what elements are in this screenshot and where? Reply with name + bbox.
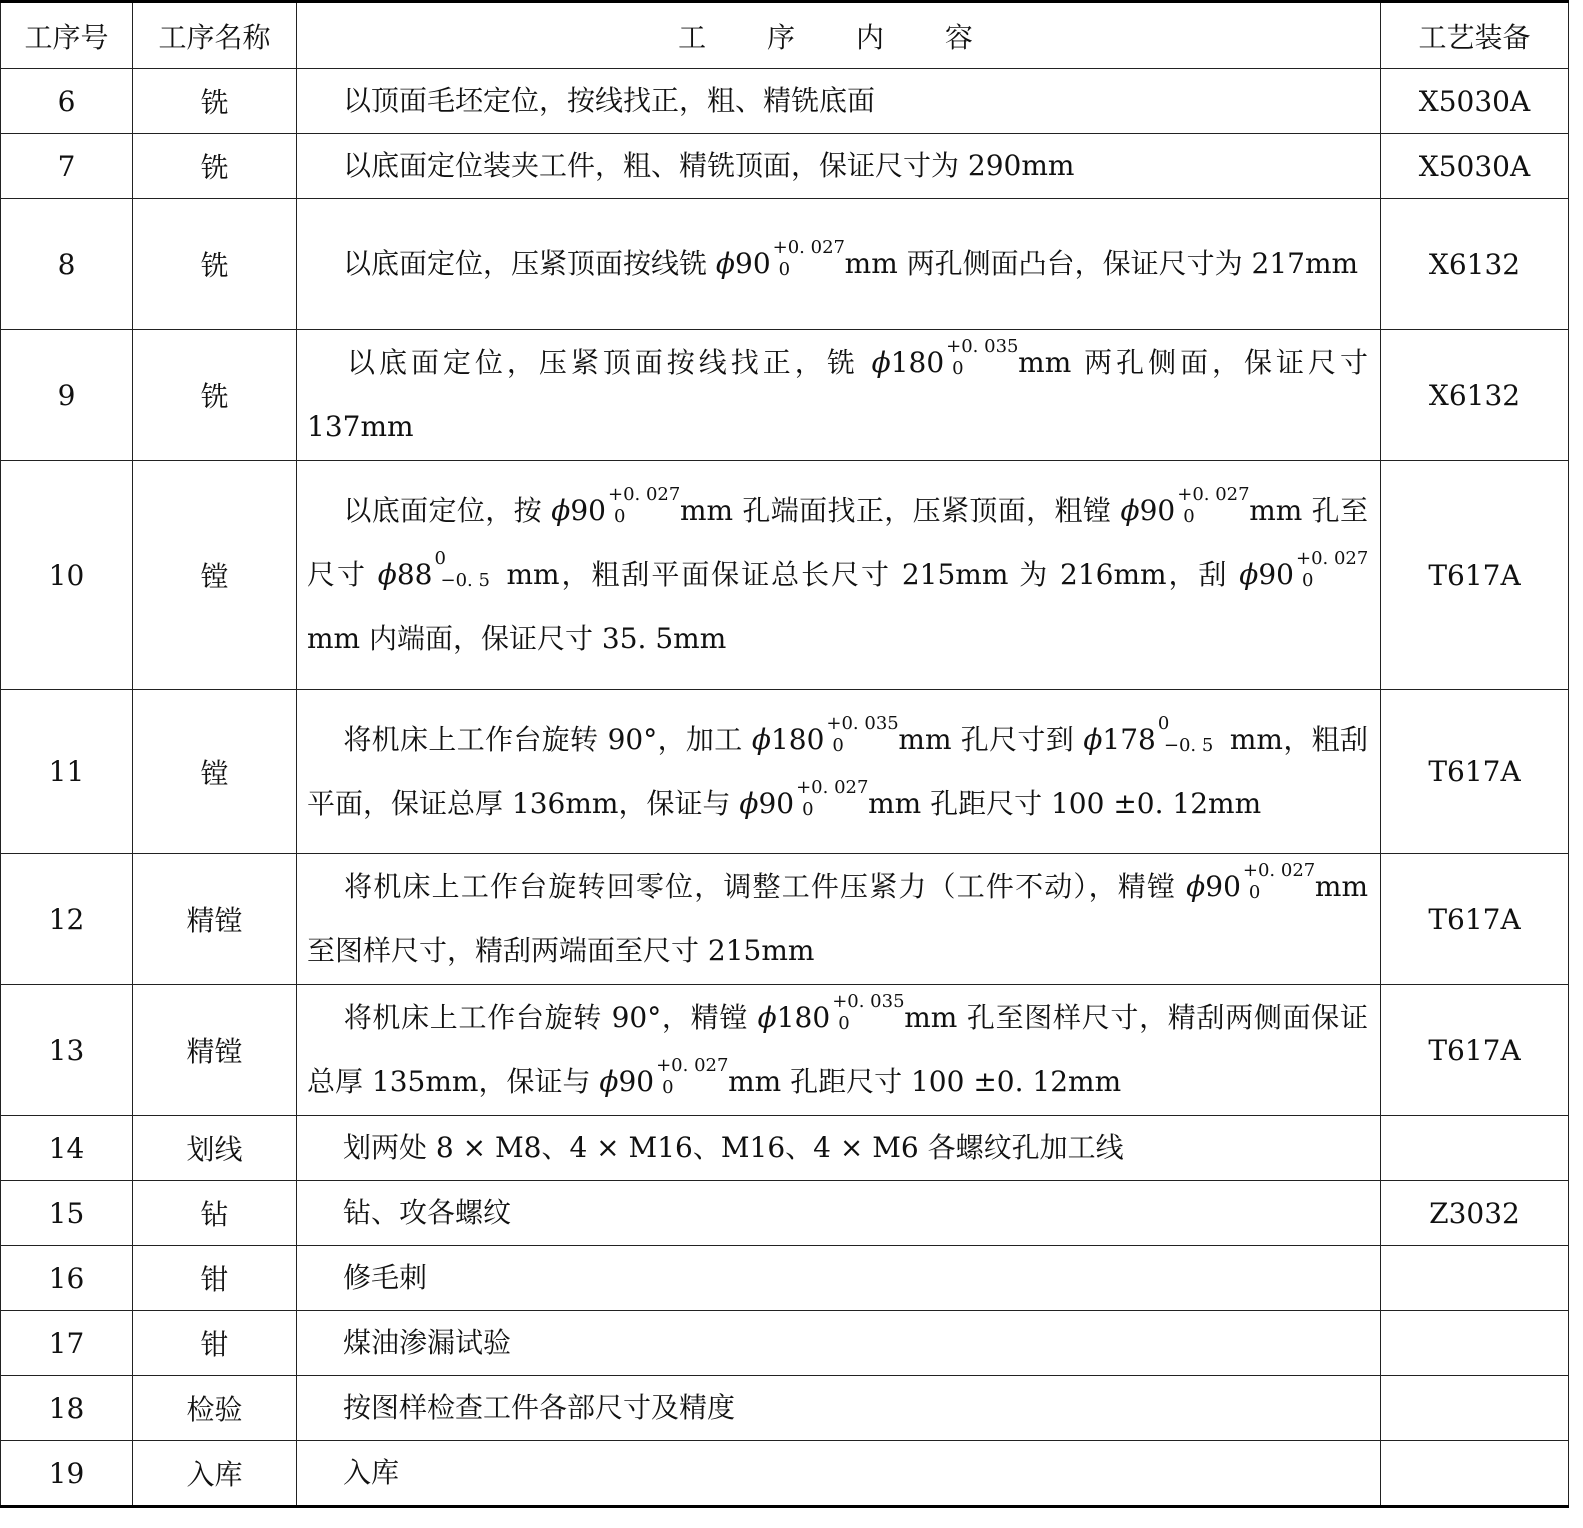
content-text: mm 孔端面找正，压紧顶面，粗镗 xyxy=(680,494,1121,527)
process-no-cell: 19 xyxy=(1,1441,133,1507)
process-name-cell: 精镗 xyxy=(133,854,297,985)
content-text: 修毛刺 xyxy=(343,1261,428,1294)
content-text: 将机床上工作台旋转 90°，加工 xyxy=(343,722,752,756)
tolerance xyxy=(434,548,502,591)
content-text: mm 孔至尺寸 xyxy=(307,494,1368,591)
equipment-cell: T617A xyxy=(1381,461,1569,690)
process-content-cell xyxy=(297,199,1381,330)
equipment-cell xyxy=(1381,1441,1569,1507)
diameter-symbol: ϕ xyxy=(1120,494,1140,527)
process-content-cell xyxy=(297,985,1381,1116)
tolerance-upper: +0. 035 xyxy=(826,712,899,734)
dimension-value: 178 xyxy=(1102,722,1156,756)
process-name-cell: 镗 xyxy=(133,690,297,854)
diameter-symbol: ϕ xyxy=(751,722,771,756)
process-no-cell: 8 xyxy=(1,199,133,330)
tolerance xyxy=(608,484,681,527)
tolerance-upper: +0. 027 xyxy=(796,776,869,798)
equipment-cell: T617A xyxy=(1381,854,1569,985)
content-text: 将机床上工作台旋转回零位，调整工件压紧力（工件不动），精镗 xyxy=(343,870,1187,903)
process-name-cell: 钻 xyxy=(133,1181,297,1246)
header-equipment: 工艺装备 xyxy=(1381,2,1569,69)
table-row xyxy=(1,1116,1569,1181)
content-text: mm，粗刮平面，保证总厚 136mm，保证与 xyxy=(307,722,1368,820)
content-text: mm 孔尺寸到 xyxy=(898,722,1084,756)
content-text: 入库 xyxy=(343,1456,400,1489)
content-text: mm 两孔侧面，保证尺寸 137mm xyxy=(307,346,1368,443)
process-no-cell: 14 xyxy=(1,1116,133,1181)
table-row xyxy=(1,1376,1569,1441)
process-no-cell: 12 xyxy=(1,854,133,985)
content-text: 煤油渗漏试验 xyxy=(343,1326,512,1359)
diameter-symbol: ϕ xyxy=(377,558,397,591)
equipment-cell: T617A xyxy=(1381,690,1569,854)
tolerance-lower: −0. 5 xyxy=(440,570,490,591)
tolerance-lower: 0 xyxy=(1183,506,1195,527)
process-name-cell: 铣 xyxy=(133,69,297,134)
header-process-name: 工序名称 xyxy=(133,2,297,69)
diameter-symbol: ϕ xyxy=(1239,558,1259,591)
content-text: mm 至图样尺寸，精刮两端面至尺寸 215mm xyxy=(307,870,1368,967)
tolerance xyxy=(1242,860,1316,903)
table-row xyxy=(1,1246,1569,1311)
diameter-symbol: ϕ xyxy=(551,494,571,527)
tolerance-upper: +0. 035 xyxy=(946,336,1019,357)
tolerance xyxy=(1296,548,1369,591)
process-name-cell: 入库 xyxy=(133,1441,297,1507)
header-row xyxy=(1,2,1569,69)
tolerance-upper: +0. 027 xyxy=(608,484,681,505)
tolerance xyxy=(772,237,845,280)
content-text: 以底面定位，压紧顶面按线找正，铣 xyxy=(343,346,872,379)
content-text: mm 孔距尺寸 100 ±0. 12mm xyxy=(868,786,1262,820)
process-content-cell xyxy=(297,1181,1381,1246)
process-name-cell: 钳 xyxy=(133,1311,297,1376)
content-text: 以底面定位，压紧顶面按线铣 xyxy=(343,247,716,280)
equipment-cell xyxy=(1381,1376,1569,1441)
table-row xyxy=(1,690,1569,854)
tolerance-lower: 0 xyxy=(778,259,791,280)
process-no-cell: 15 xyxy=(1,1181,133,1246)
content-text: 以底面定位装夹工件，粗、精铣顶面，保证尺寸为 290mm xyxy=(343,149,1075,182)
table-row xyxy=(1,854,1569,985)
diameter-symbol: ϕ xyxy=(871,346,891,379)
tolerance-lower: 0 xyxy=(838,1013,850,1034)
content-text: 以底面定位，按 xyxy=(343,494,552,527)
tolerance-lower: 0 xyxy=(1302,570,1314,591)
dimension-value: 90 xyxy=(735,247,771,280)
content-text: 将机床上工作台旋转 90°，精镗 xyxy=(343,1001,758,1034)
process-content-cell xyxy=(297,134,1381,199)
tolerance-lower: −0. 5 xyxy=(1163,734,1214,756)
process-name-cell: 检验 xyxy=(133,1376,297,1441)
process-no-cell: 9 xyxy=(1,330,133,461)
table-row xyxy=(1,134,1569,199)
dimension-value: 180 xyxy=(776,1001,831,1034)
process-name-cell: 钳 xyxy=(133,1246,297,1311)
table-row xyxy=(1,985,1569,1116)
process-no-cell: 16 xyxy=(1,1246,133,1311)
content-text: mm 两孔侧面凸台，保证尺寸为 217mm xyxy=(844,247,1359,280)
content-text: mm 孔距尺寸 100 ±0. 12mm xyxy=(728,1065,1122,1098)
tolerance-upper: +0. 027 xyxy=(1296,548,1369,569)
process-name-cell: 铣 xyxy=(133,134,297,199)
dimension-value: 90 xyxy=(1258,558,1294,591)
diameter-symbol: ϕ xyxy=(739,786,759,820)
tolerance xyxy=(946,336,1019,379)
equipment-cell: Z3032 xyxy=(1381,1181,1569,1246)
content-text: mm 内端面，保证尺寸 35. 5mm xyxy=(307,622,727,655)
diameter-symbol: ϕ xyxy=(599,1065,619,1098)
tolerance xyxy=(832,991,905,1034)
process-content-cell xyxy=(297,854,1381,985)
tolerance-upper: +0. 027 xyxy=(1177,484,1250,505)
dimension-value: 90 xyxy=(1139,494,1176,527)
tolerance xyxy=(826,712,899,756)
table-row xyxy=(1,461,1569,690)
tolerance xyxy=(1157,712,1226,756)
table-row xyxy=(1,330,1569,461)
dimension-value: 90 xyxy=(618,1065,655,1098)
tolerance-lower: 0 xyxy=(832,734,844,756)
equipment-cell: X6132 xyxy=(1381,330,1569,461)
content-text: 划两处 8 × M8、4 × M16、M16、4 × M6 各螺纹孔加工线 xyxy=(343,1131,1124,1164)
content-text: 以顶面毛坯定位，按线找正，粗、精铣底面 xyxy=(343,84,876,117)
diameter-symbol: ϕ xyxy=(1186,870,1206,903)
content-text: mm 孔至图样尺寸，精刮两侧面保证总厚 135mm，保证与 xyxy=(307,1001,1368,1098)
process-name-cell: 划线 xyxy=(133,1116,297,1181)
table-body xyxy=(1,69,1569,1507)
process-no-cell: 10 xyxy=(1,461,133,690)
tolerance-upper: 0 xyxy=(1157,712,1170,734)
equipment-cell xyxy=(1381,1116,1569,1181)
dimension-value: 90 xyxy=(758,786,795,820)
process-name-cell: 铣 xyxy=(133,330,297,461)
process-no-cell: 11 xyxy=(1,690,133,854)
dimension-value: 180 xyxy=(770,722,825,756)
process-content-cell xyxy=(297,1311,1381,1376)
tolerance-lower: 0 xyxy=(952,358,964,379)
tolerance xyxy=(796,776,869,820)
tolerance-upper: +0. 027 xyxy=(656,1055,729,1076)
process-no-cell: 17 xyxy=(1,1311,133,1376)
dimension-value: 90 xyxy=(570,494,606,527)
tolerance-lower: 0 xyxy=(1248,882,1261,903)
process-name-cell: 精镗 xyxy=(133,985,297,1116)
dimension-value: 180 xyxy=(890,346,945,379)
diameter-symbol: ϕ xyxy=(715,247,735,280)
process-content-cell xyxy=(297,1116,1381,1181)
content-text: 按图样检查工件各部尺寸及精度 xyxy=(343,1391,736,1424)
equipment-cell: X5030A xyxy=(1381,69,1569,134)
tolerance-upper: 0 xyxy=(434,548,446,569)
process-content-cell xyxy=(297,1441,1381,1507)
process-no-cell: 18 xyxy=(1,1376,133,1441)
process-content-cell xyxy=(297,1246,1381,1311)
tolerance-upper: +0. 027 xyxy=(772,237,845,258)
content-text: mm，粗刮平面保证总长尺寸 215mm 为 216mm，刮 xyxy=(506,558,1240,591)
tolerance-lower: 0 xyxy=(614,506,626,527)
process-no-cell: 13 xyxy=(1,985,133,1116)
dimension-value: 90 xyxy=(1205,870,1241,903)
equipment-cell: X6132 xyxy=(1381,199,1569,330)
tolerance-upper: +0. 035 xyxy=(832,991,905,1012)
process-name-cell: 镗 xyxy=(133,461,297,690)
table-row xyxy=(1,69,1569,134)
table-row xyxy=(1,1441,1569,1507)
tolerance-upper: +0. 027 xyxy=(1242,860,1316,881)
diameter-symbol: ϕ xyxy=(757,1001,777,1034)
tolerance xyxy=(1177,484,1250,527)
process-no-cell: 7 xyxy=(1,134,133,199)
table-header xyxy=(1,2,1569,69)
equipment-cell xyxy=(1381,1246,1569,1311)
header-process-no: 工序号 xyxy=(1,2,133,69)
equipment-cell xyxy=(1381,1311,1569,1376)
content-text: 钻、攻各螺纹 xyxy=(343,1196,512,1229)
process-content-cell xyxy=(297,690,1381,854)
table-row xyxy=(1,1311,1569,1376)
equipment-cell: X5030A xyxy=(1381,134,1569,199)
process-name-cell: 铣 xyxy=(133,199,297,330)
tolerance-lower: 0 xyxy=(802,798,814,820)
process-content-cell xyxy=(297,69,1381,134)
header-process-content: 工 序 内 容 xyxy=(297,2,1381,69)
table-row xyxy=(1,1181,1569,1246)
process-no-cell: 6 xyxy=(1,69,133,134)
tolerance xyxy=(656,1055,729,1098)
table-row xyxy=(1,199,1569,330)
equipment-cell: T617A xyxy=(1381,985,1569,1116)
process-content-cell xyxy=(297,330,1381,461)
dimension-value: 88 xyxy=(396,558,433,591)
diameter-symbol: ϕ xyxy=(1083,722,1103,756)
tolerance-lower: 0 xyxy=(662,1077,674,1098)
process-content-cell xyxy=(297,1376,1381,1441)
process-content-cell xyxy=(297,461,1381,690)
